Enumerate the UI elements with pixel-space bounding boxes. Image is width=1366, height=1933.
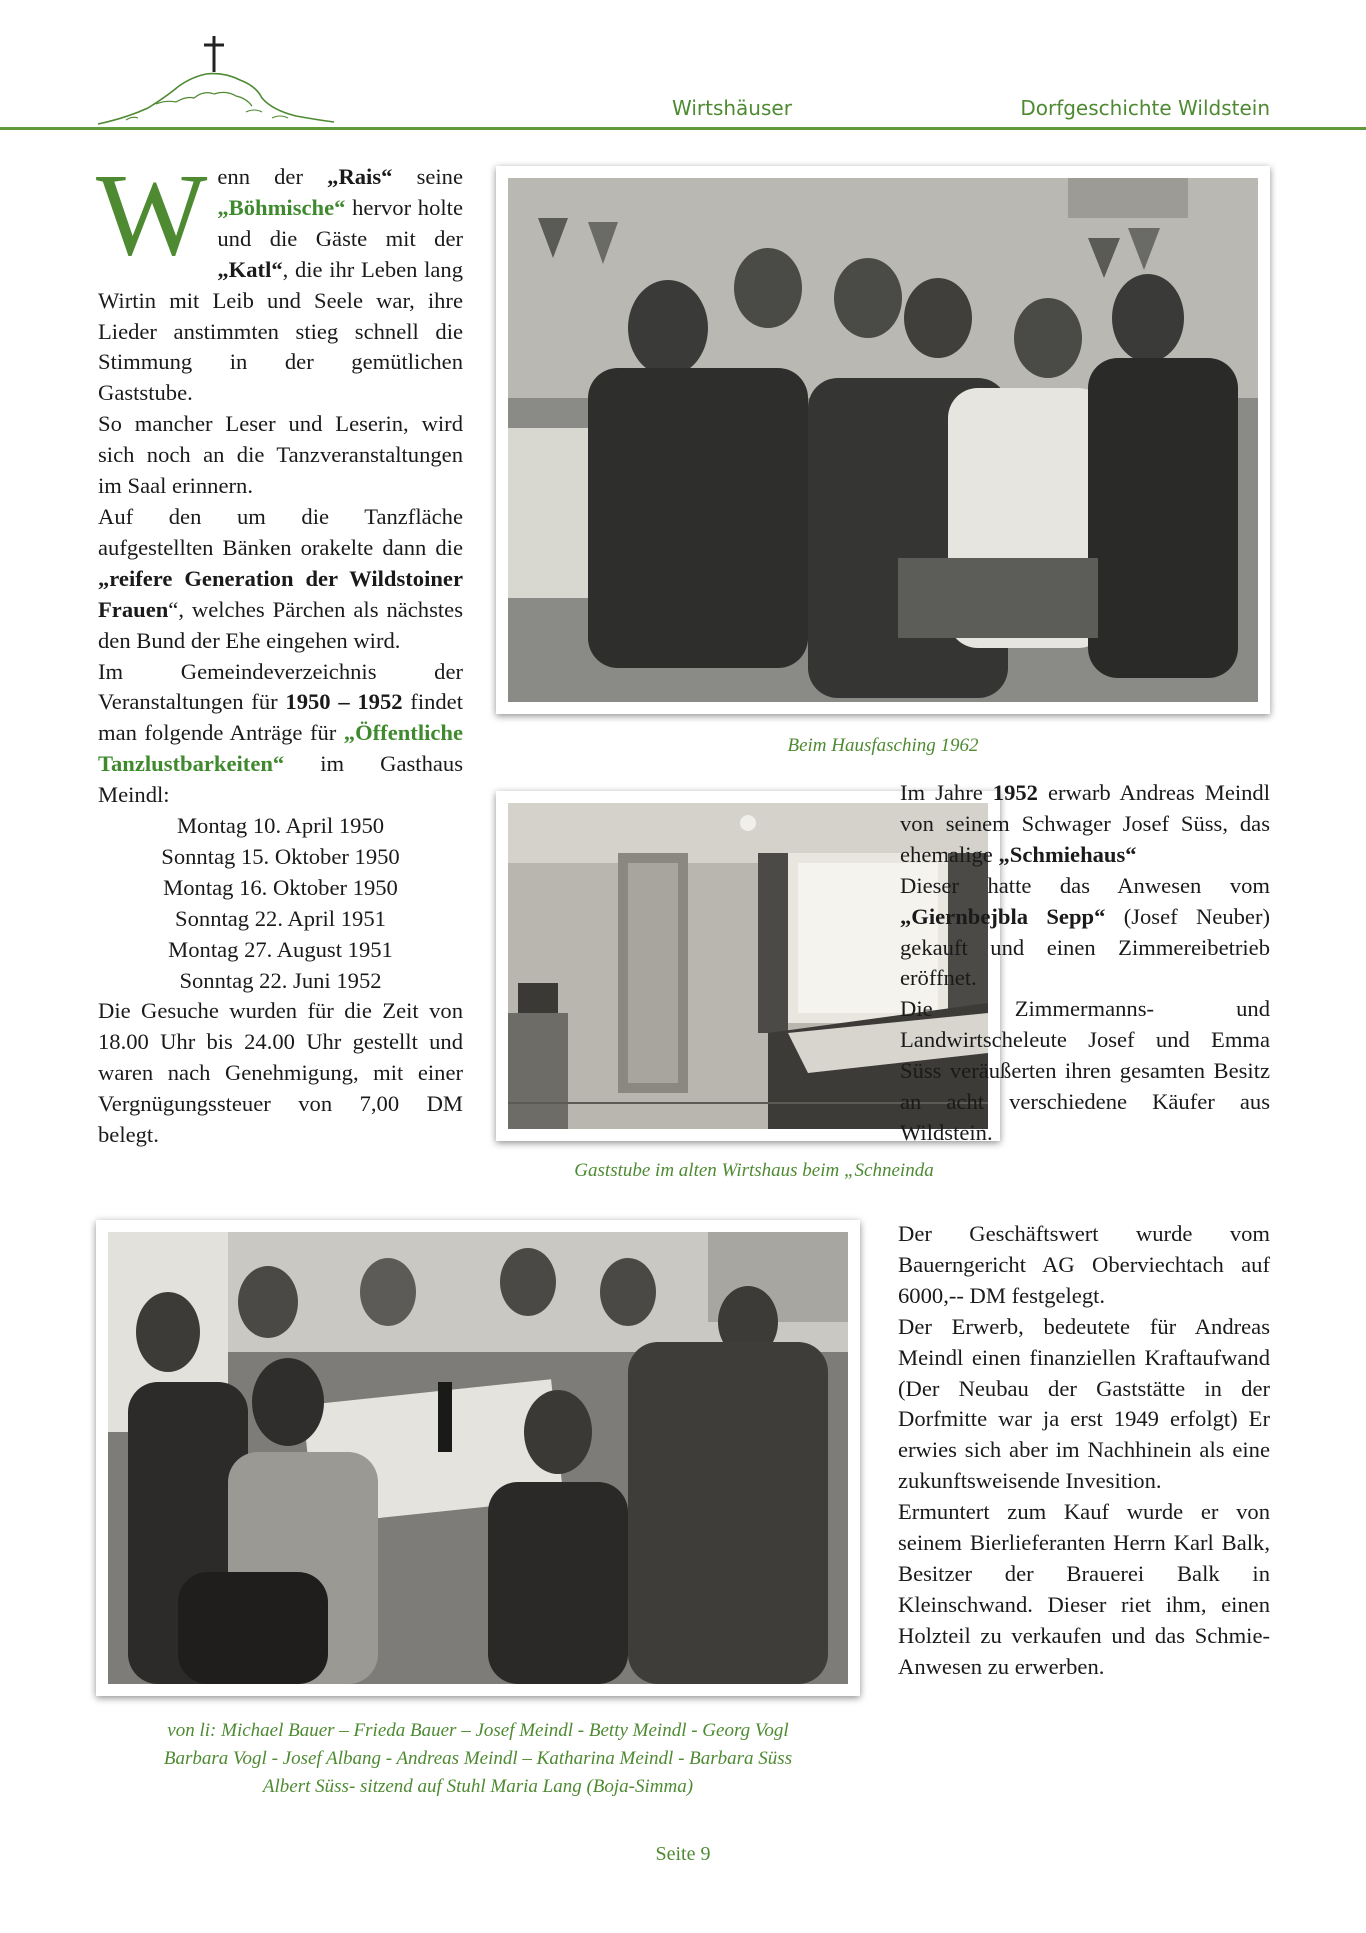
page-number: Seite 9 — [655, 1843, 711, 1865]
date-item: Montag 27. August 1951 — [168, 936, 393, 962]
hill-with-cross-logo — [96, 28, 336, 132]
photo-group-image — [108, 1232, 848, 1684]
paragraph-frauen: Auf den um die Tanzfläche aufgestellten Bänken orakelte dann die „reifere Generation der Wildstoiner Frauen“, welches Pärchen als nächstes den Bund der Ehe eingehen wird. — [98, 503, 463, 653]
caption-gaststube: Gaststube im alten Wirtshaus beim „Schneinda — [574, 1160, 934, 1181]
header-rule — [0, 127, 1366, 130]
paragraph-gesuche: Die Gesuche wurden für die Zeit von 18.00 Uhr bis 24.00 Uhr gestellt und waren nach Genehmigung, mit einer Vergnügungssteuer von 7,00 DM belegt. — [98, 998, 463, 1148]
paragraph-geschaeftswert: Der Geschäftswert wurde vom Bauerngericht AG Oberviechtach auf 6000,-- DM festgelegt. — [898, 1221, 1270, 1308]
paragraph-anwesen: Dieser hatte das Anwesen vom „Giernbejbla Sepp“ (Josef Neuber) gekauft und einen Zimmereibetrieb eröffnet. — [900, 872, 1270, 991]
photo-hausfasching — [496, 166, 1270, 714]
header-section-title: Wirtshäuser — [672, 96, 792, 120]
right-column-text — [900, 778, 1270, 1149]
dates-list — [98, 811, 463, 996]
caption-group-line: von li: Michael Bauer – Frieda Bauer – Josef Meindl - Betty Meindl - Georg Vogl — [167, 1720, 789, 1741]
paragraph-zimmermann: Die Zimmermanns- und Landwirtscheleute Josef und Emma Süss veräußerten ihren gesamten Besitz an acht verschiedene Käufer aus Wildstein. — [900, 996, 1270, 1145]
left-column-text — [96, 149, 463, 1151]
paragraph-erwerb: Im Jahre 1952 erwarb Andreas Meindl von seinem Schwager Josef Süss, das ehemalige „Schmiehaus“ — [900, 780, 1270, 867]
paragraph-tanz: So mancher Leser und Leserin, wird sich noch an die Tanzveranstaltungen im Saal erinnern. — [98, 411, 463, 499]
right-column-text-lower — [898, 1219, 1270, 1683]
date-item: Sonntag 22. April 1951 — [175, 905, 386, 931]
date-item: Montag 16. Oktober 1950 — [163, 874, 398, 900]
date-item: Montag 10. April 1950 — [176, 813, 385, 839]
date-item: Sonntag 15. Oktober 1950 — [161, 843, 400, 869]
caption-group — [96, 1717, 860, 1801]
caption-group-line: Barbara Vogl - Josef Albang - Andreas Meindl – Katharina Meindl - Barbara Süss — [163, 1748, 793, 1769]
header-document-title: Dorfgeschichte Wildstein — [1020, 96, 1270, 120]
photo-hausfasching-image — [508, 178, 1258, 702]
paragraph-balk: Ermuntert zum Kauf wurde er von seinem Bierlieferanten Herrn Karl Balk, Besitzer der Brauerei Balk in Kleinschwand. Dieser riet ihm, einen Holzteil zu verkaufen und das Schmie-Anwesen zu erwerben. — [898, 1499, 1270, 1679]
paragraph-erwerb-kraftaufwand: Der Erwerb, bedeutete für Andreas Meindl einen finanziellen Kraftaufwand (Der Neubau der Gaststätte in der Dorfmitte war ja erst 1949 erfolgt) Er erwies sich aber im Nachhinein als eine zukunftsweisende Invesition. — [898, 1313, 1270, 1494]
photo-group — [96, 1220, 860, 1696]
caption-group-line: Albert Süss- sitzend auf Stuhl Maria Lang (Boja-Simma) — [262, 1776, 694, 1797]
date-item: Sonntag 22. Juni 1952 — [179, 967, 382, 993]
drop-cap: W — [96, 149, 208, 280]
paragraph-intro: Wenn der „Rais“ seine „Böhmische“ hervor holte und die Gäste mit der „Katl“, die ihr Leben lang Wirtin mit Leib und Seele war, ihre Lieder anstimmten stieg schnell die Stimmung in der gemütlichen Gaststube. — [96, 149, 463, 406]
paragraph-verzeichnis: Im Gemeindeverzeichnis der Veranstaltungen für 1950 – 1952 findet man folgende Anträge für „Öffentliche Tanzlustbarkeiten“ im Gasthaus Meindl: — [98, 658, 463, 808]
caption-hausfasching: Beim Hausfasching 1962 — [787, 735, 979, 756]
